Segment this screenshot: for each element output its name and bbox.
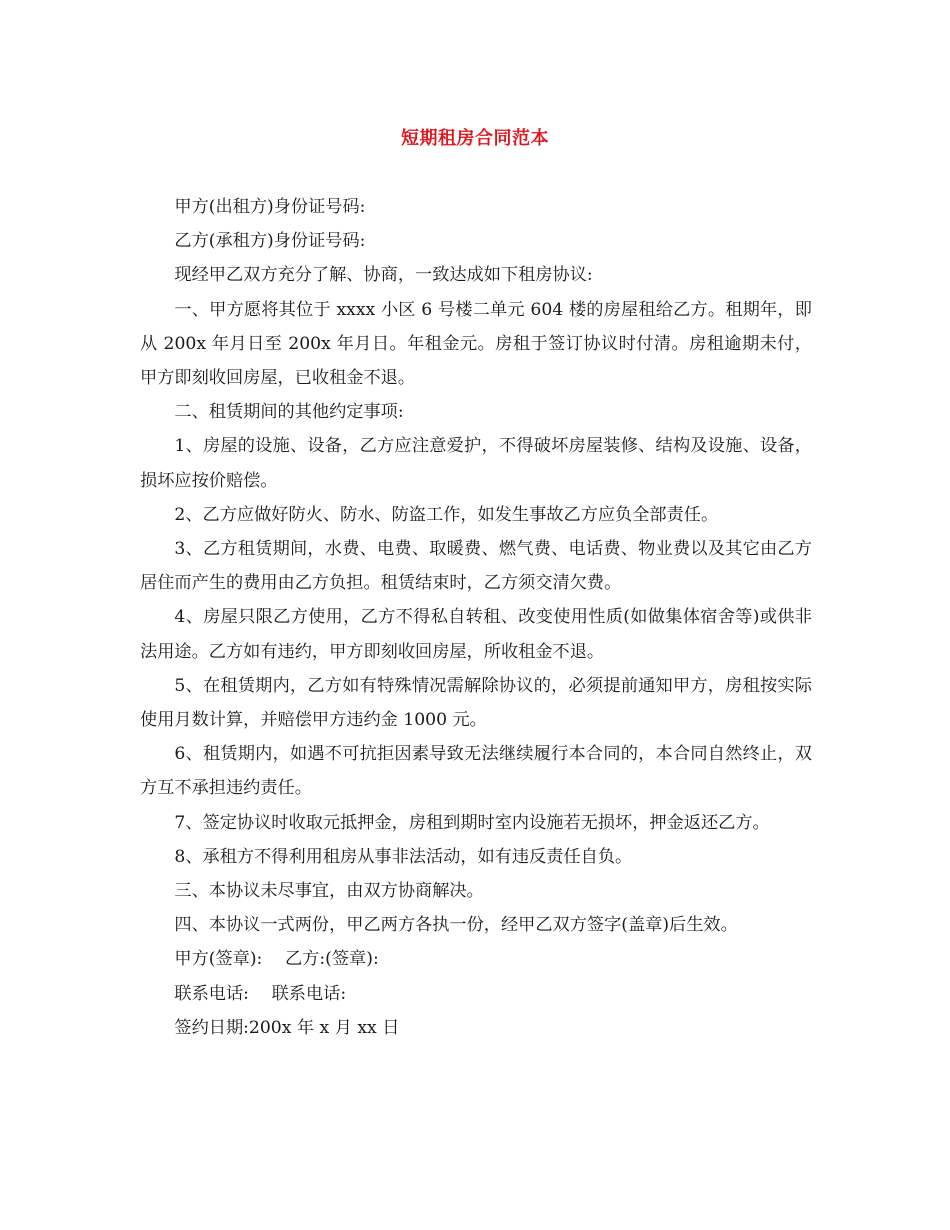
clause-2-heading: 二、租赁期间的其他约定事项: — [174, 402, 404, 423]
term-1: 1、房屋的设施、设备，乙方应注意爱护，不得破坏房屋装修、结构及设施、设备，损坏应按价赔偿。 — [140, 436, 812, 491]
document-title: 短期租房合同范本 — [401, 128, 549, 149]
term-3: 3、乙方租赁期间，水费、电费、取暖费、燃气费、电话费、物业费以及其它由乙方居住而产生的费用由乙方负担。租赁结束时，乙方须交清欠费。 — [140, 539, 812, 594]
clause-3: 三、本协议未尽事宜，由双方协商解决。 — [174, 881, 484, 902]
signature-line: 甲方(签章): 乙方:(签章): — [174, 949, 379, 970]
agreement-intro: 现经甲乙双方充分了解、协商，一致达成如下租房协议: — [174, 265, 593, 286]
clause-1: 一、甲方愿将其位于 xxxx 小区 6 号楼二单元 604 楼的房屋租给乙方。租期年，即从 200x 年月日至 200x 年月日。年租金元。房租于签订协议时付清。房租逾期未付，甲方即刻收回房屋，已收租金不退。 — [140, 299, 812, 389]
term-6: 6、租赁期内，如遇不可抗拒因素导致无法继续履行本合同的，本合同自然终止，双方互不承担违约责任。 — [140, 744, 812, 799]
term-5: 5、在租赁期内，乙方如有特殊情况需解除协议的，必须提前通知甲方，房租按实际使用月数计算，并赔偿甲方违约金 1000 元。 — [140, 675, 812, 731]
contact-phone-line: 联系电话: 联系电话: — [174, 983, 347, 1004]
term-2: 2、乙方应做好防火、防水、防盗工作，如发生事故乙方应负全部责任。 — [174, 504, 719, 525]
term-7: 7、签定协议时收取元抵押金，房租到期时室内设施若无损坏，押金返还乙方。 — [174, 812, 770, 833]
clause-4: 四、本协议一式两份，甲乙两方各执一份，经甲乙双方签字(盖章)后生效。 — [174, 915, 738, 936]
term-8: 8、承租方不得利用租房从事非法活动，如有违反责任自负。 — [174, 846, 633, 867]
party-b-id-line: 乙方(承租方)身份证号码: — [174, 231, 366, 252]
term-4: 4、房屋只限乙方使用，乙方不得私自转租、改变使用性质(如做集体宿舍等)或供非法用途。乙方如有违约，甲方即刻收回房屋，所收租金不退。 — [140, 607, 812, 662]
document-body — [140, 190, 812, 1045]
signing-date-line: 签约日期:200x 年 x 月 xx 日 — [174, 1017, 400, 1038]
party-a-id-line: 甲方(出租方)身份证号码: — [174, 197, 366, 217]
